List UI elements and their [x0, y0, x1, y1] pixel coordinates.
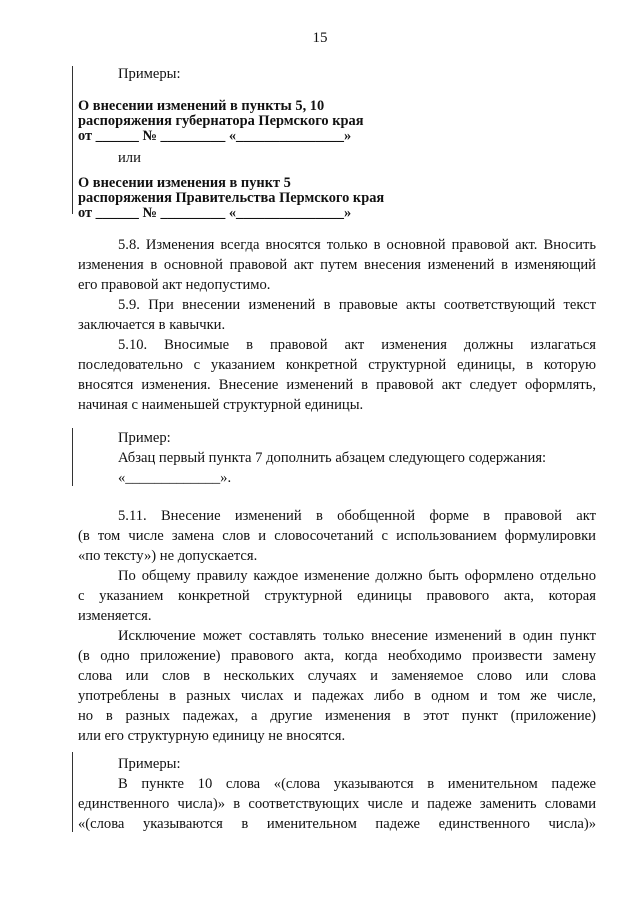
example-title-line: О внесении изменений в пункты 5, 10: [78, 98, 325, 114]
example-line: единственного числа)» в соответствующих числе и падеже заменить словами: [78, 796, 596, 812]
or-text: или: [118, 150, 141, 166]
paragraph-line: заключается в кавычки.: [78, 317, 226, 333]
paragraph-line: последовательно с указанием конкретной структурной единицы, в которую: [78, 357, 596, 373]
paragraph-line: По общему правилу каждое изменение должно быть оформлено отдельно: [118, 568, 596, 584]
page-number: 15: [312, 30, 328, 46]
example-title-line: О внесении изменения в пункт 5: [78, 175, 291, 191]
paragraph-line: употреблены в разных числах и падежах либо в одном и том же числе,: [78, 688, 596, 704]
example-title-line: от ______ № _________ «_______________»: [78, 205, 352, 221]
paragraph-line: вносятся изменения. Внесение изменений в правовой акт следует оформлять,: [78, 377, 596, 393]
paragraph-line: начиная с наименьшей структурной единицы.: [78, 397, 364, 413]
paragraph-line: «по тексту») не допускается.: [78, 548, 258, 564]
examples-label: Примеры:: [118, 756, 181, 772]
paragraph-line: его правовой акт недопустимо.: [78, 277, 271, 293]
paragraph-line: Исключение может составлять только внесение изменений в один пункт: [118, 628, 596, 644]
example-line: Абзац первый пункта 7 дополнить абзацем следующего содержания:: [118, 450, 547, 466]
margin-bar: [72, 66, 73, 214]
example-label: Пример:: [118, 430, 171, 446]
examples-label: Примеры:: [118, 66, 181, 82]
example-title-line: от ______ № _________ «_______________»: [78, 128, 352, 144]
paragraph-line: 5.8. Изменения всегда вносятся только в основной правовой акт. Вносить: [118, 237, 596, 253]
example-title-line: распоряжения губернатора Пермского края: [78, 113, 364, 129]
paragraph-line: но в разных падежах, а другие изменения в этот пункт (приложение): [78, 708, 596, 724]
paragraph-line: изменения в основной правовой акт путем внесения изменений в изменяющий: [78, 257, 596, 273]
paragraph-line: или его структурную единицу не вносятся.: [78, 728, 346, 744]
example-line: «_____________».: [118, 470, 232, 486]
paragraph-line: изменяется.: [78, 608, 152, 624]
paragraph-line: 5.11. Внесение изменений в обобщенной форме в правовой акт: [118, 508, 596, 524]
paragraph-line: 5.9. При внесении изменений в правовые акты соответствующий текст: [118, 297, 596, 313]
paragraph-line: (в одно приложение) правового акта, когда необходимо произвести замену: [78, 648, 596, 664]
paragraph-line: 5.10. Вносимые в правовой акт изменения должны излагаться: [118, 337, 596, 353]
paragraph-line: слова или слов в нескольких случаях и заменяемое слово или слова: [78, 668, 596, 684]
margin-bar: [72, 428, 73, 486]
paragraph-line: (в том числе замена слов и словосочетаний с использованием формулировки: [78, 528, 596, 544]
paragraph-line: с указанием конкретной структурной единицы правового акта, которая: [78, 588, 596, 604]
example-line: В пункте 10 слова «(слова указываются в именительном падеже: [118, 776, 596, 792]
example-title-line: распоряжения Правительства Пермского края: [78, 190, 385, 206]
margin-bar: [72, 752, 73, 832]
example-line: «(слова указываются в именительном падеже единственного числа)»: [78, 816, 596, 832]
